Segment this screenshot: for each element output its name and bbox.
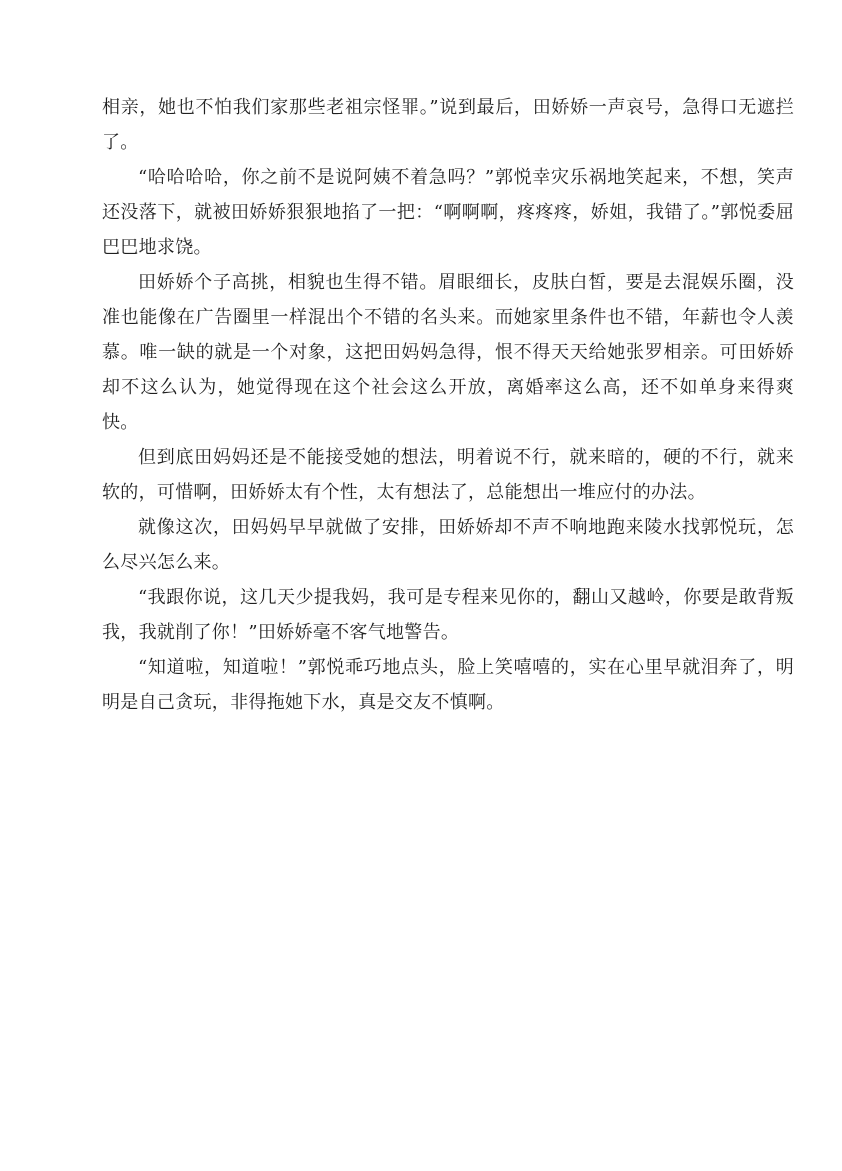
paragraph-continued: 相亲，她也不怕我们家那些老祖宗怪罪。”说到最后，田娇娇一声哀号，急得口无遮拦了。 bbox=[102, 97, 794, 153]
paragraph: “哈哈哈哈，你之前不是说阿姨不着急吗？”郭悦幸灾乐祸地笑起来，不想，笑声还没落下，就被田娇娇狠狠地掐了一把：“啊啊啊，疼疼疼，娇姐，我错了。”郭悦委屈巴巴地求饶。 bbox=[102, 167, 794, 258]
paragraph: 就像这次，田妈妈早早就做了安排，田娇娇却不声不响地跑来陵水找郭悦玩，怎么尽兴怎么来。 bbox=[102, 517, 794, 573]
body-text bbox=[102, 90, 794, 720]
paragraph: 但到底田妈妈还是不能接受她的想法，明着说不行，就来暗的，硬的不行，就来软的，可惜啊，田娇娇太有个性，太有想法了，总能想出一堆应付的办法。 bbox=[102, 447, 794, 503]
paragraph: “我跟你说，这几天少提我妈，我可是专程来见你的，翻山又越岭，你要是敢背叛我，我就削了你！”田娇娇毫不客气地警告。 bbox=[102, 587, 794, 643]
paragraph: “知道啦，知道啦！”郭悦乖巧地点头，脸上笑嘻嘻的，实在心里早就泪奔了，明明是自己贪玩，非得拖她下水，真是交友不慎啊。 bbox=[102, 657, 794, 713]
paragraph: 田娇娇个子高挑，相貌也生得不错。眉眼细长，皮肤白皙，要是去混娱乐圈，没准也能像在广告圈里一样混出个不错的名头来。而她家里条件也不错，年薪也令人羡慕。唯一缺的就是一个对象，这把田妈妈急得，恨不得天天给她张罗相亲。可田娇娇却不这么认为，她觉得现在这个社会这么开放，离婚率这么高，还不如单身来得爽快。 bbox=[102, 272, 794, 433]
